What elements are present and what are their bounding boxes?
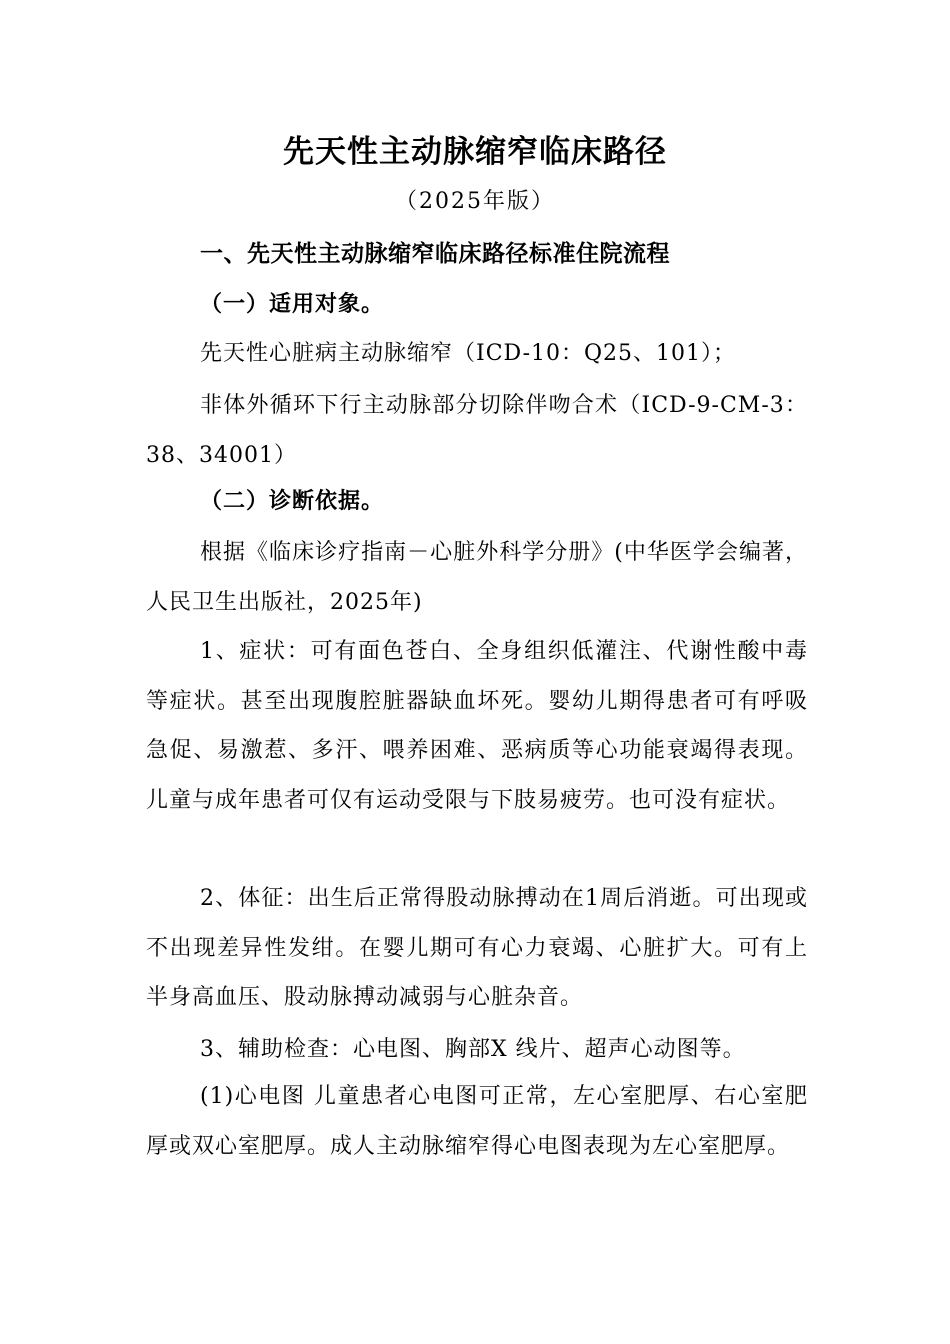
section-heading-1: 一、先天性主动脉缩窄临床路径标准住院流程 xyxy=(200,241,670,267)
signs-paragraph: 2、体征：出生后正常得股动脉搏动在1周后消逝。可出现或不出现差异性发绀。在婴儿期可有心力衰竭、心脏扩大。可有上半身高血压、股动脉搏动减弱与心脏杂音。 xyxy=(146,886,808,1010)
document-title: 先天性主动脉缩窄临床路径 xyxy=(283,134,667,170)
diagnosis-code-line: 先天性心脏病主动脉缩窄（ICD-10：Q25、101）； xyxy=(200,341,737,366)
reference-paragraph: 根据《临床诊疗指南－心脏外科学分册》(中华医学会编著，人民卫生出版社，2025年) xyxy=(146,540,808,615)
symptoms-paragraph: 1、症状：可有面色苍白、全身组织低灌注、代谢性酸中毒等症状。甚至出现腹腔脏器缺血坏死。婴幼儿期得患者可有呼吸急促、易激惹、多汗、喂养困难、恶病质等心功能衰竭得表现。儿童与成年患者可仅有运动受限与下肢易疲劳。也可没有症状。 xyxy=(146,639,808,813)
auxiliary-exam-line: 3、辅助检查：心电图、胸部X 线片、超声心动图等。 xyxy=(200,1037,746,1062)
subsection-heading-diagnostic-basis: （二）诊断依据。 xyxy=(200,488,385,514)
ecg-paragraph: (1)心电图 儿童患者心电图可正常，左心室肥厚、右心室肥厚或双心室肥厚。成人主动脉缩窄得心电图表现为左心室肥厚。 xyxy=(146,1084,808,1159)
procedure-code-paragraph: 非体外循环下行主动脉部分切除伴吻合术（ICD-9-CM-3：38、34001） xyxy=(146,393,808,468)
subsection-heading-applicable-objects: （一）适用对象。 xyxy=(200,291,385,317)
edition-label: （2025年版） xyxy=(395,189,555,214)
